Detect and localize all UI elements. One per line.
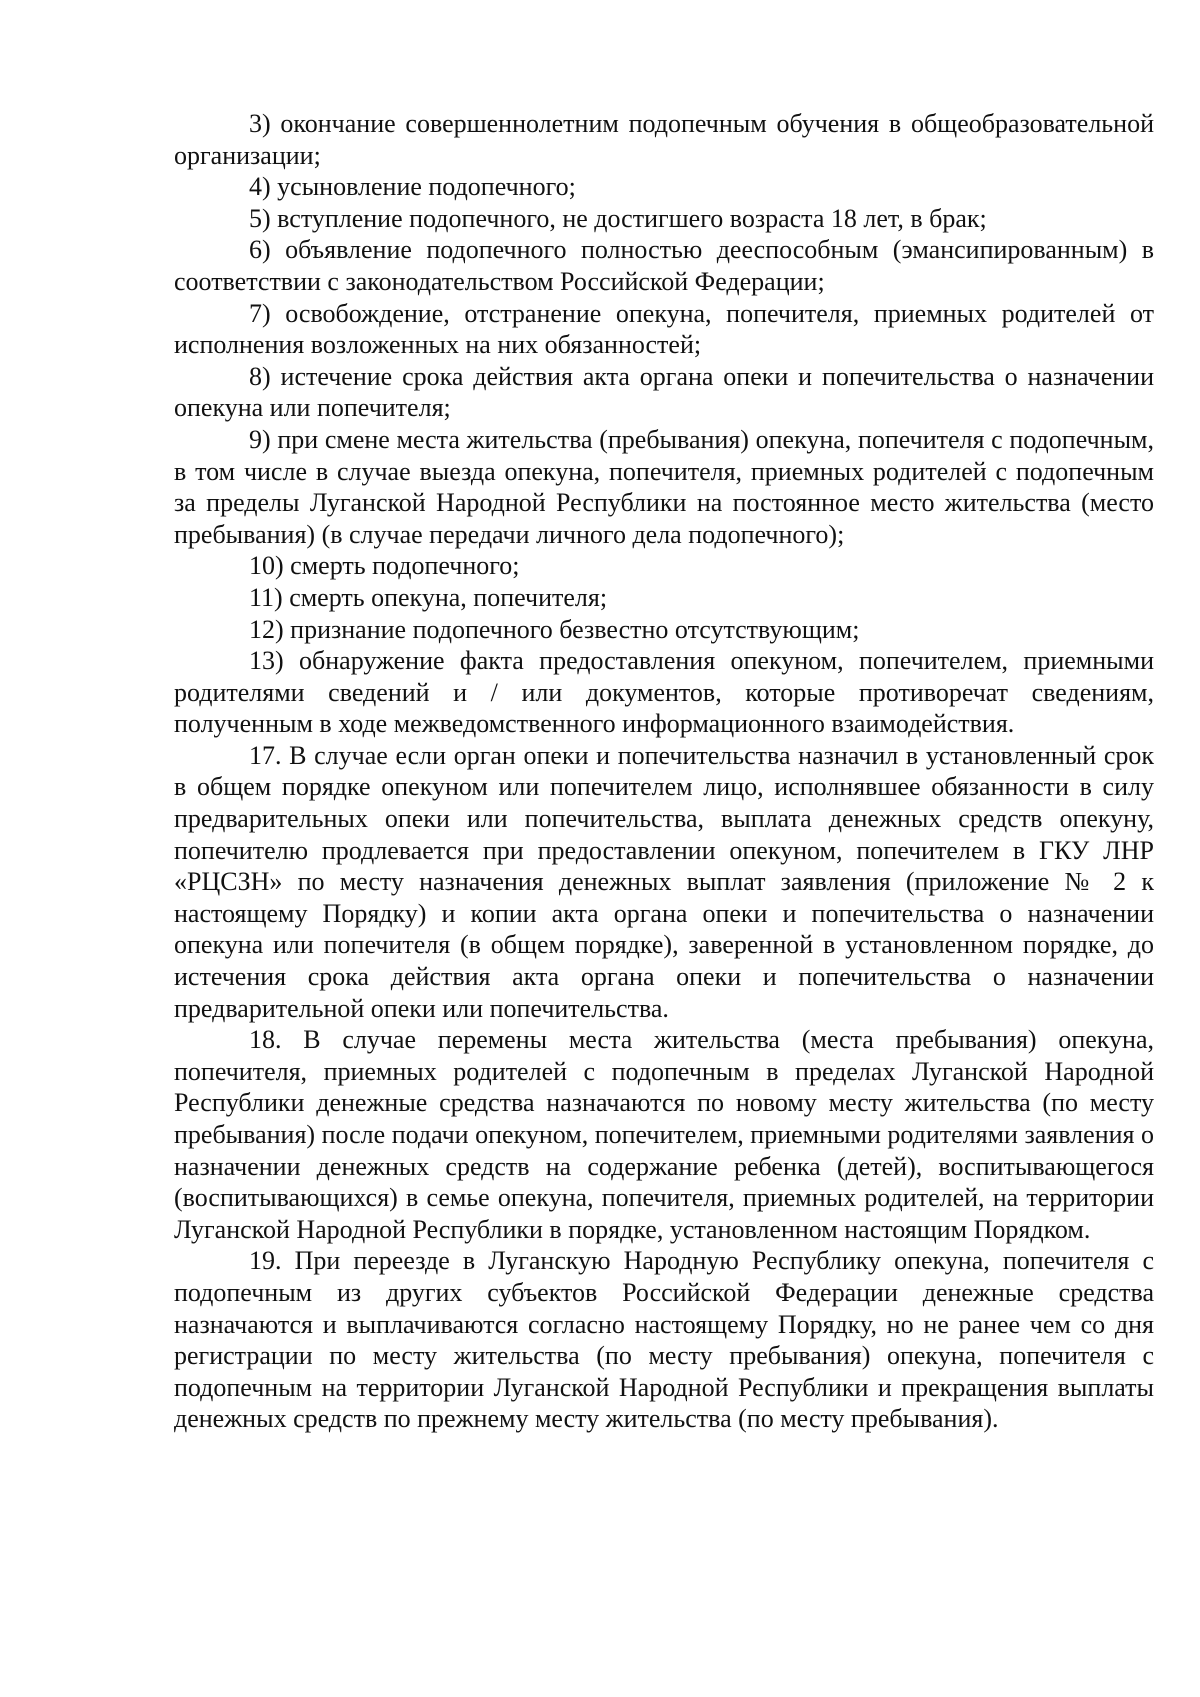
list-item-3-graduation: 3) окончание совершеннолетним подопечным обучения в общеобразовательной организации; [174,109,1154,170]
list-item-8-act-expiry: 8) истечение срока действия акта органа опеки и попечительства о назначении опекуна или попечителя; [174,361,1154,423]
list-item-4-adoption: 4) усыновление подопечного; [249,172,576,202]
section-18-paragraph: 18. В случае перемены места жительства (места пребывания) опекуна, попечителя, приемных родителей с подопечным в пределах Луганской Народной Республики денежные средства назначаются по новому месту жительства (по месту пребывания) после подачи опекуном, попечителем, приемными родителями заявления о назначении денежных средств на содержание ребенка (детей), воспитывающегося (воспитывающихся) в семье опекуна, попечителя, приемных родителей, на территории Луганской Народной Республики в порядке, установленном настоящим Порядком. [174,1025,1154,1244]
section-17-paragraph: 17. В случае если орган опеки и попечительства назначил в установленный срок в общем порядке опекуном или попечителем лицо, исполнявшее обязанности в силу предварительных опеки или попечительства, выплата денежных средств опекуну, попечителю продлевается при предоставлении опекуном, попечителем в ГКУ ЛНР «РЦСЗН» по месту назначения денежных выплат заявления (приложение № 2 к настоящему Порядку) и копии акта органа опеки и попечительства о назначении опекуна или попечителя (в общем порядке), заверенной в установленном порядке, до истечения срока действия акта органа опеки и попечительства о назначении предварительной опеки или попечительства. [174,740,1154,1023]
list-item-6-emancipation: 6) объявление подопечного полностью дееспособным (эмансипированным) в соответствии с законодательством Российской Федерации; [174,235,1154,296]
list-item-7-dismissal: 7) освобождение, отстранение опекуна, попечителя, приемных родителей от исполнения возложенных на них обязанностей; [174,298,1154,360]
section-19-paragraph: 19. При переезде в Луганскую Народную Республику опекуна, попечителя с подопечным из других субъектов Российской Федерации денежные средства назначаются и выплачиваются согласно настоящему Порядку, но не ранее чем со дня регистрации по месту жительства (по месту пребывания) опекуна, попечителя с подопечным на территории Луганской Народной Республики и прекращения выплаты денежных средств по прежнему месту жительства (по месту пребывания). [174,1246,1154,1434]
document-page [174,108,1154,1435]
list-item-13-contradicting-info: 13) обнаружение факта предоставления опекуном, попечителем, приемными родителями сведений и / или документов, которые противоречат сведениям, полученным в ходе межведомственного информационного взаимодействия. [174,646,1154,739]
list-item-11-guardian-death: 11) смерть опекуна, попечителя; [249,582,608,612]
list-item-9-relocation: 9) при смене места жительства (пребывания) опекуна, попечителя с подопечным, в том числе в случае выезда опекуна, попечителя, приемных родителей с подопечным за пределы Луганской Народной Республики на постоянное место жительства (место пребывания) (в случае передачи личного дела подопечного); [174,424,1154,549]
list-item-10-ward-death: 10) смерть подопечного; [249,551,520,581]
list-item-12-missing: 12) признание подопечного безвестно отсутствующим; [249,614,860,644]
list-item-5-marriage: 5) вступление подопечного, не достигшего возраста 18 лет, в брак; [249,203,987,233]
